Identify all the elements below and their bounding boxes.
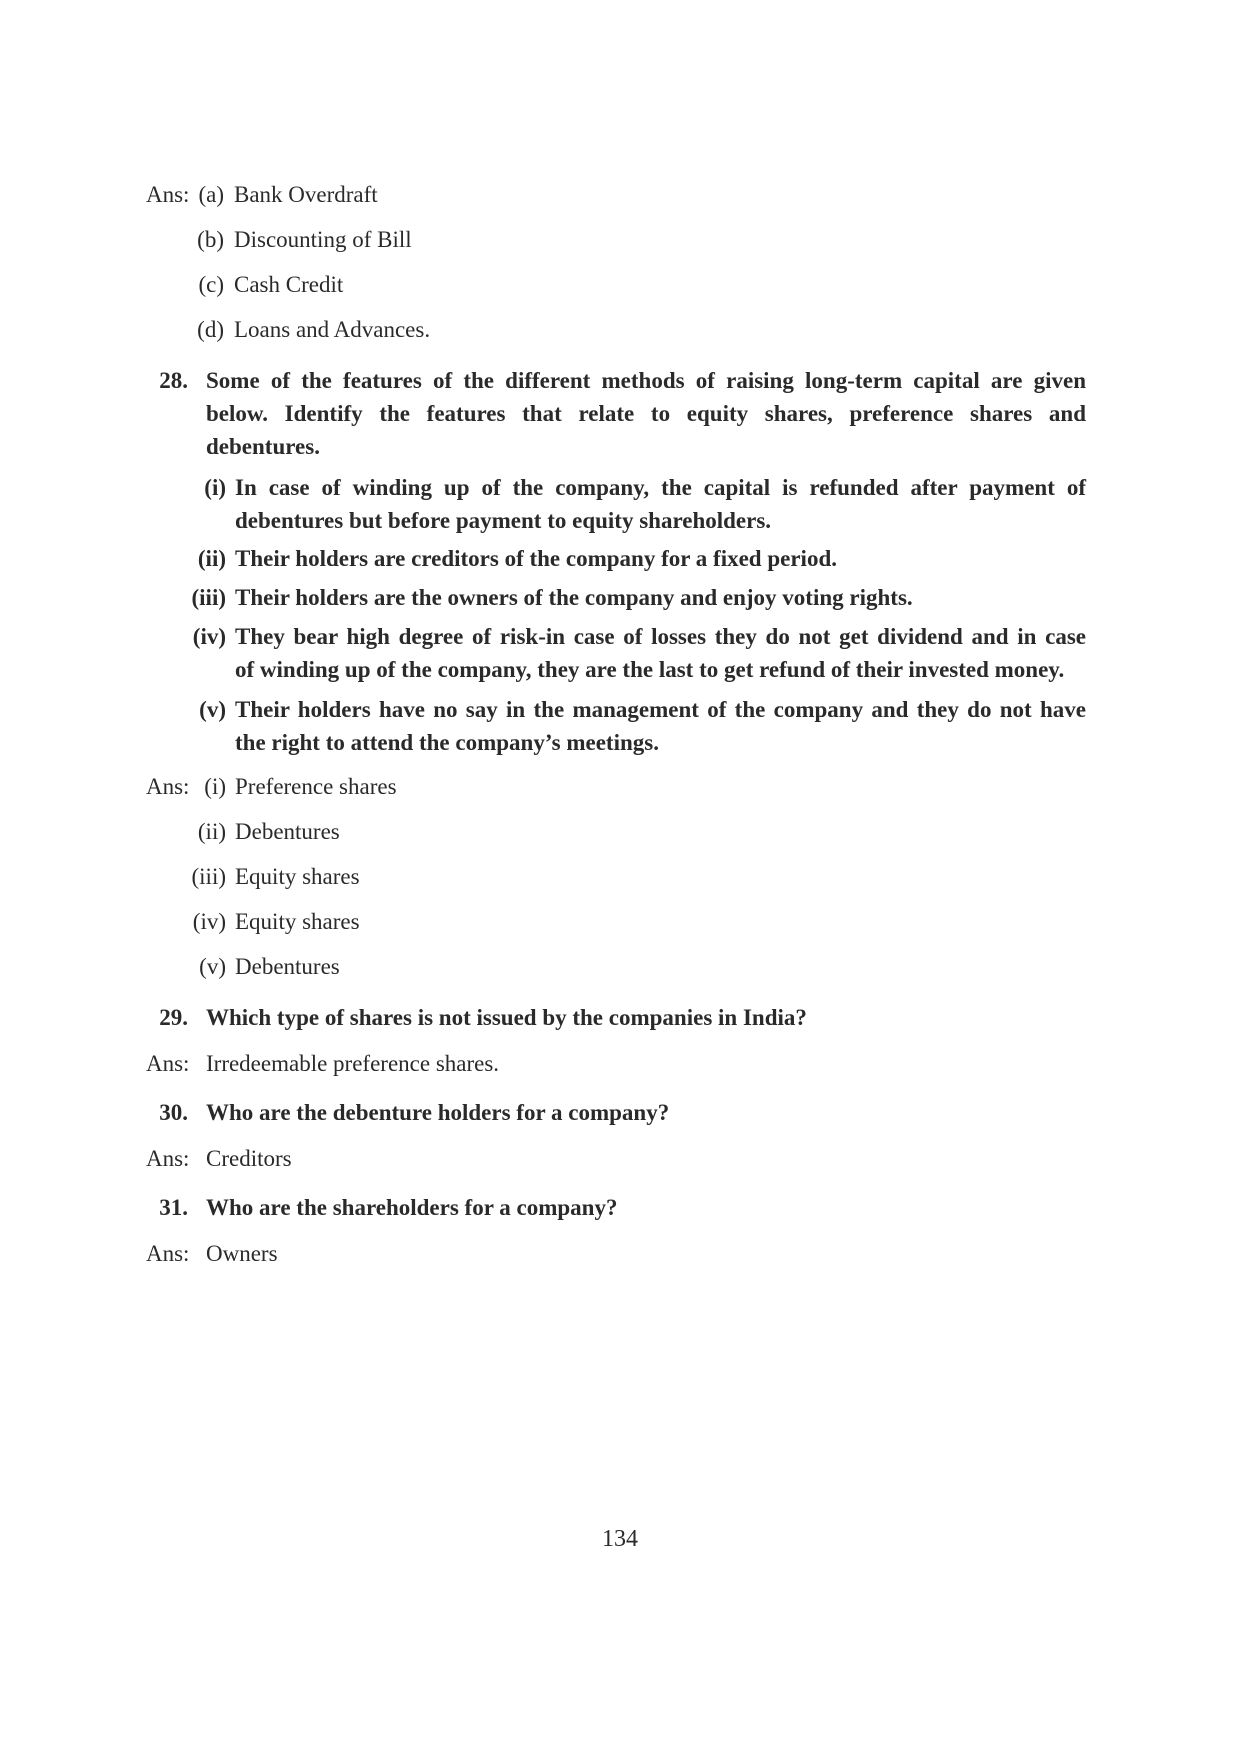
q30-question: Who are the debenture holders for a company? (206, 1100, 670, 1125)
q28-question-line-1: Some of the features of the different methods of raising long-term capital are given (206, 368, 1086, 393)
q27-answer-label-b: (b) (197, 227, 224, 252)
q31-question: Who are the shareholders for a company? (206, 1195, 618, 1220)
q28-feature-v-line-1: Their holders have no say in the management of the company and they do not have (235, 697, 1086, 722)
page-number: 134 (602, 1526, 638, 1552)
q29-answer: Irredeemable preference shares. (206, 1051, 500, 1076)
q31-ans-label: Ans: (146, 1241, 190, 1266)
q28-feature-ii-line-1: Their holders are creditors of the company for a fixed period. (235, 546, 837, 571)
q28-feature-label-i: (i) (204, 475, 226, 500)
q28-feature-iv-line-1: They bear high degree of risk-in case of losses they do not get dividend and in case (235, 624, 1086, 649)
q28-feature-iv (235, 620, 1086, 686)
q30-answer: Creditors (206, 1146, 292, 1171)
q29-ans-label: Ans: (146, 1051, 190, 1076)
q28-feature-v-line-2: the right to attend the company’s meetings. (235, 730, 659, 755)
q27-answer-label-c: (c) (198, 272, 224, 297)
q28-feature-iv-line-2: of winding up of the company, they are the last to get refund of their invested money. (235, 657, 1065, 682)
q28-feature-i-line-1: In case of winding up of the company, the capital is refunded after payment of (235, 475, 1086, 500)
q27-ans-label: Ans: (146, 182, 190, 207)
q28-answer-label-iv: (iv) (192, 909, 226, 934)
q27-answer-text-d: Loans and Advances. (234, 317, 431, 342)
q28-answer-text-iv: Equity shares (235, 909, 360, 934)
q27-answer-label-a: (a) (198, 182, 224, 207)
q28-feature-label-ii: (ii) (197, 546, 226, 571)
q28-feature-i (235, 471, 1086, 537)
q31-answer: Owners (206, 1241, 278, 1266)
q28-answer-label-i: (i) (204, 774, 226, 799)
q28-feature-i-line-2: debentures but before payment to equity shareholders. (235, 508, 772, 533)
q28-feature-label-iv: (iv) (192, 624, 226, 649)
q28-answer-label-v: (v) (199, 954, 226, 979)
q28-feature-label-v: (v) (199, 697, 226, 722)
q28-feature-v (235, 693, 1086, 759)
q28-answer-label-iii: (iii) (191, 864, 226, 889)
q27-answer-text-b: Discounting of Bill (234, 227, 412, 252)
q29-question: Which type of shares is not issued by the companies in India? (206, 1005, 807, 1030)
q30-number: 30. (159, 1100, 188, 1125)
q28-answer-text-i: Preference shares (235, 774, 397, 799)
q28-question (206, 364, 1086, 463)
q28-ans-label: Ans: (146, 774, 190, 799)
q29-number: 29. (159, 1005, 188, 1030)
q31-number: 31. (159, 1195, 188, 1220)
q27-answer-text-a: Bank Overdraft (234, 182, 378, 207)
q28-answer-label-ii: (ii) (197, 819, 226, 844)
q28-number: 28. (159, 368, 188, 393)
q28-answer-text-ii: Debentures (235, 819, 340, 844)
q27-answer-text-c: Cash Credit (234, 272, 344, 297)
q28-answer-text-iii: Equity shares (235, 864, 360, 889)
q28-question-line-2: below. Identify the features that relate to equity shares, preference shares and (206, 401, 1086, 426)
q28-feature-label-iii: (iii) (191, 585, 226, 610)
q28-question-line-3: debentures. (206, 434, 320, 459)
q28-answer-text-v: Debentures (235, 954, 340, 979)
q27-answer-label-d: (d) (197, 317, 224, 342)
q30-ans-label: Ans: (146, 1146, 190, 1171)
q28-feature-iii-line-1: Their holders are the owners of the company and enjoy voting rights. (235, 585, 913, 610)
